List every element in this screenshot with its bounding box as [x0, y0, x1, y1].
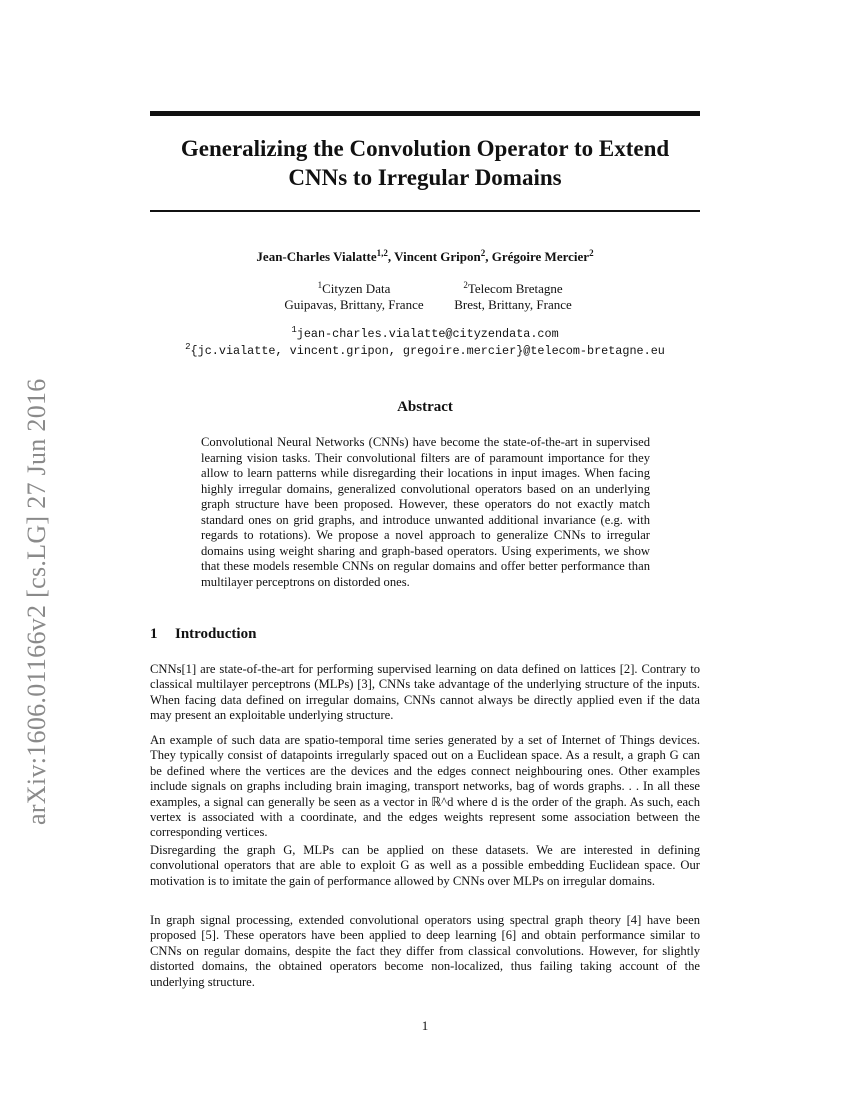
affiliation-name: Telecom Bretagne — [467, 281, 563, 296]
author-name: Jean-Charles Vialatte — [256, 249, 377, 264]
intro-paragraph-3: Disregarding the graph G, MLPs can be applied on these datasets. We are interested in defining convolutional operators that are able to exploit G as well as a possible embedding Euclidean space. Our motivation is to imitate the gain of performance allowed by CNNs over MLPs on irregular domains. — [150, 843, 700, 888]
title-line-1: Generalizing the Convolution Operator to Extend — [180, 136, 670, 161]
paper-title — [150, 134, 700, 192]
section-number: 1 — [150, 626, 158, 642]
intro-paragraph-1: CNNs[1] are state-of-the-art for performing supervised learning on data defined on lattices [2]. Contrary to classical multilayer perceptrons (MLPs) [3], CNNs take advantage of the underlying structure of the inputs. When facing data defined on irregular domains, CNNs cannot always be directly applied even if the data may present an exploitable underlying structure. — [150, 662, 700, 723]
affiliation-location: Guipavas, Brittany, France — [284, 297, 424, 312]
section-title: Introduction — [175, 626, 257, 642]
intro-paragraph-4: In graph signal processing, extended convolutional operators using spectral graph theory [4] have been proposed [5]. These operators have been applied to deep learning [6] and obtain performance similar to CNNs on regular domains, despite the fact they differ from classical convolutions. However, for slightly distorted domains, the obtained operators become non-localized, thus failing taking account of the underlying structure. — [150, 913, 700, 989]
author-affiliation-mark: 2 — [480, 248, 486, 258]
affiliation-location: Brest, Brittany, France — [454, 297, 572, 312]
title-rule-bottom — [150, 210, 700, 212]
author-affiliation-mark: 1,2 — [376, 248, 388, 258]
email-address: jean-charles.vialatte@cityzendata.com — [296, 327, 559, 341]
arxiv-identifier: arXiv:1606.01166v2 [cs.LG] 27 Jun 2016 — [22, 378, 51, 825]
title-rule-top — [150, 111, 700, 116]
intro-paragraph-2: An example of such data are spatio-temporal time series generated by a set of Internet of Things devices. They typically consist of datapoints irregularly spaced out on a Euclidean space. As a result, a graph G can be defined where the vertices are the devices and the edges connect neighbouring ones. Other examples include signals on graphs including brain imaging, transport networks, bag of words graphs. . . In all these examples, a signal can generally be seen as a vector in ℝ^d where d is the order of the graph. As such, each vertex is associated with a coordinate, and the edges weights represent some association between the corresponding vertices. — [150, 733, 700, 840]
page-number: 1 — [421, 1018, 429, 1033]
section-heading — [150, 626, 256, 643]
title-line-2: CNNs to Irregular Domains — [288, 165, 562, 190]
author-name: Grégoire Mercier — [491, 249, 590, 264]
affiliation-name: Cityzen Data — [322, 281, 391, 296]
author-affiliation-mark: 2 — [589, 248, 594, 258]
affiliation-1: $^1$Cityzen Data Guipavas, Brittany, France — [276, 281, 432, 313]
email-address: {jc.vialatte, vincent.gripon, gregoire.mercier}@telecom-bretagne.eu — [190, 344, 665, 358]
email-line-1: $^1$jean-charles.vialatte@cityzendata.com — [291, 325, 559, 341]
abstract-text: Convolutional Neural Networks (CNNs) have become the state-of-the-art in supervised learning vision tasks. Their convolutional filters are of paramount importance for they allow to learn patterns while disregarding their locations in input images. When facing highly irregular domains, generalized convolutional operators based on an underlying graph structure have been proposed. However, these operators do not exactly match standard ones on grid graphs, and introduce unwanted additional invariance (e.g. with regards to rotations). We propose a novel approach to generalize CNNs to irregular domains using weight sharing and graph-based operators. Using experiments, we show that these models resemble CNNs on regular domains and offer better performance than multilayer perceptrons on distorded ones. — [201, 435, 650, 589]
email-line-2: $^2${jc.vialatte, vincent.gripon, gregoire.mercier}@telecom-bretagne.eu — [185, 342, 665, 358]
author-list: Jean-Charles Vialatte$^{1,2}$, Vincent Gripon$^2$, Grégoire Mercier$^2$ — [256, 248, 594, 264]
affiliation-2: $^2$Telecom Bretagne Brest, Brittany, France — [446, 281, 580, 313]
author-name: Vincent Gripon — [394, 249, 481, 264]
abstract-heading: Abstract — [397, 399, 453, 415]
